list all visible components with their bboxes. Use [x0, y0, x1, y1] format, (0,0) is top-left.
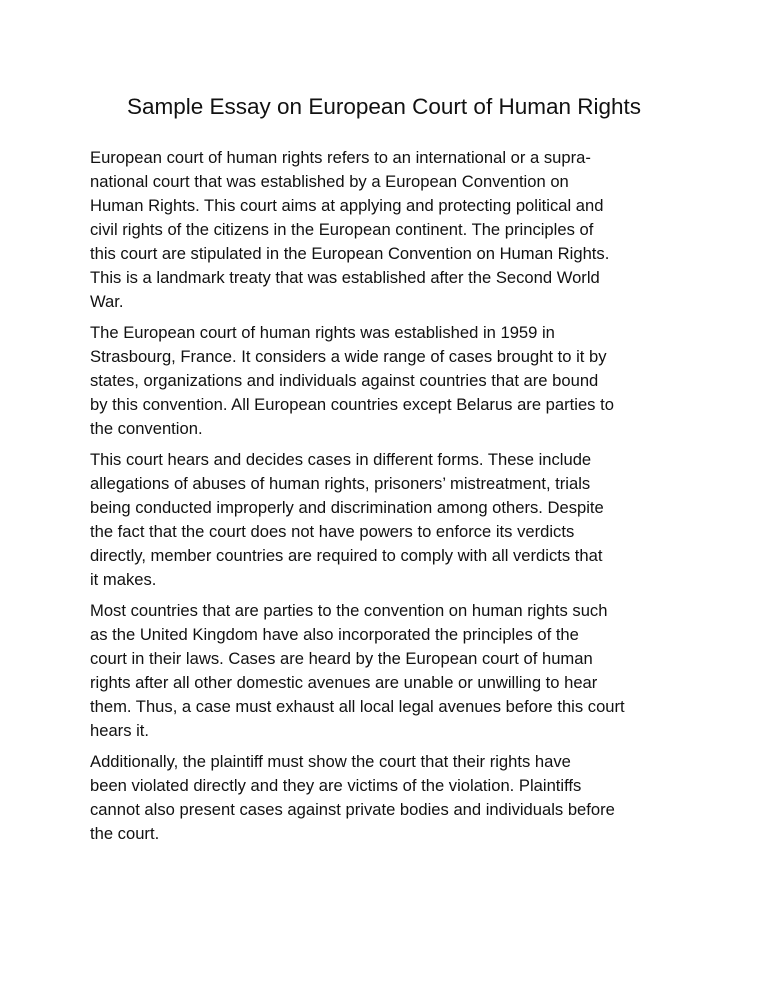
- text-line: rights after all other domestic avenues are unable or unwilling to hear: [90, 673, 598, 692]
- paragraph-5: [90, 750, 690, 846]
- text-line: Most countries that are parties to the convention on human rights such: [90, 601, 608, 620]
- text-line: the fact that the court does not have powers to enforce its verdicts: [90, 522, 575, 541]
- paragraph-2: [90, 321, 690, 441]
- text-line: Strasbourg, France. It considers a wide range of cases brought to it by: [90, 347, 607, 366]
- text-line: this court are stipulated in the European Convention on Human Rights.: [90, 244, 610, 263]
- text-line: being conducted improperly and discrimination among others. Despite: [90, 498, 604, 517]
- text-line: War.: [90, 292, 124, 311]
- text-line: The European court of human rights was established in 1959 in: [90, 323, 555, 342]
- text-line: allegations of abuses of human rights, prisoners’ mistreatment, trials: [90, 474, 591, 493]
- text-line: European court of human rights refers to an international or a supra-: [90, 148, 591, 167]
- text-line: directly, member countries are required to comply with all verdicts that: [90, 546, 603, 565]
- text-line: national court that was established by a European Convention on: [90, 172, 569, 191]
- paragraph-1: [90, 146, 690, 314]
- text-line: them. Thus, a case must exhaust all local legal avenues before this court: [90, 697, 625, 716]
- text-line: been violated directly and they are victims of the violation. Plaintiffs: [90, 776, 582, 795]
- document-body: [90, 146, 690, 853]
- text-line: the court.: [90, 824, 160, 843]
- text-line: the convention.: [90, 419, 203, 438]
- text-line: Additionally, the plaintiff must show the court that their rights have: [90, 752, 571, 771]
- text-line: Human Rights. This court aims at applying and protecting political and: [90, 196, 604, 215]
- text-line: hears it.: [90, 721, 150, 740]
- text-line: cannot also present cases against private bodies and individuals before: [90, 800, 615, 819]
- paragraph-3: [90, 448, 690, 592]
- text-line: This is a landmark treaty that was established after the Second World: [90, 268, 600, 287]
- text-line: it makes.: [90, 570, 157, 589]
- text-line: court in their laws. Cases are heard by the European court of human: [90, 649, 593, 668]
- text-line: civil rights of the citizens in the European continent. The principles of: [90, 220, 594, 239]
- text-line: states, organizations and individuals against countries that are bound: [90, 371, 599, 390]
- text-line: as the United Kingdom have also incorporated the principles of the: [90, 625, 579, 644]
- document-title: Sample Essay on European Court of Human Rights: [126, 94, 642, 119]
- text-line: This court hears and decides cases in different forms. These include: [90, 450, 592, 469]
- paragraph-4: [90, 599, 690, 743]
- text-line: by this convention. All European countries except Belarus are parties to: [90, 395, 614, 414]
